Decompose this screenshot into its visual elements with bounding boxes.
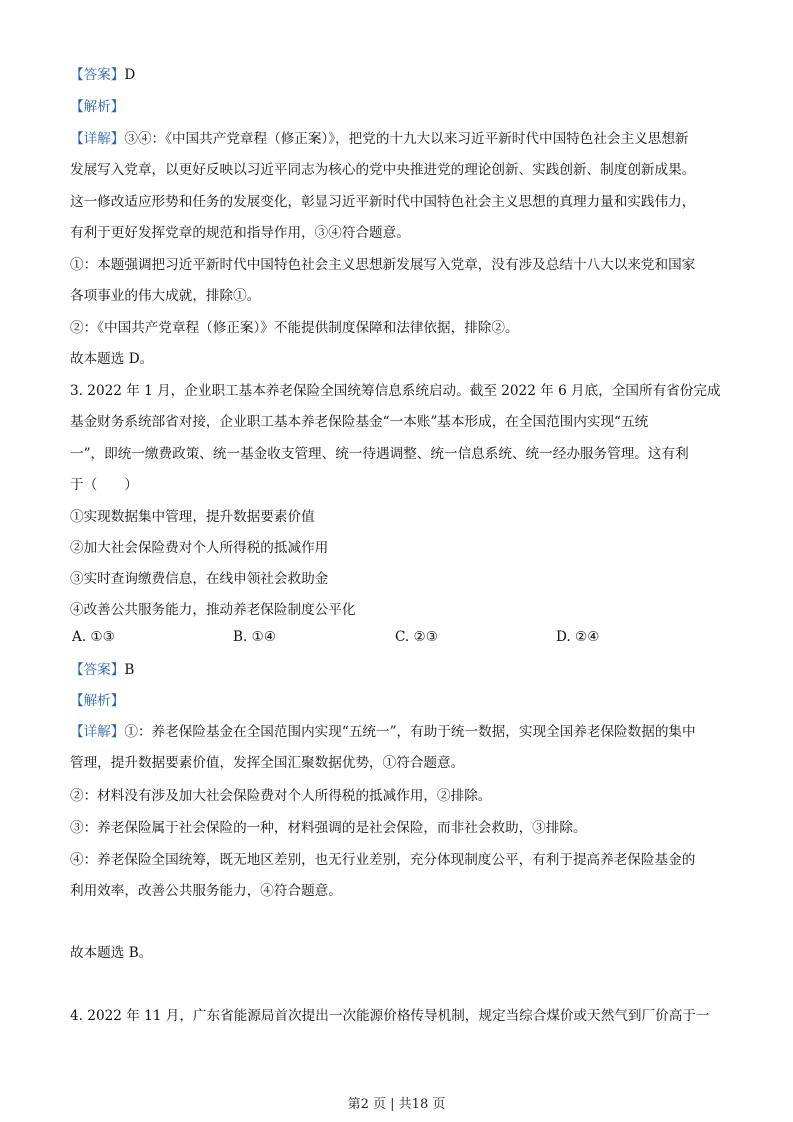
q2-detail-line-1: 【详解】③④：《中国共产党章程（修正案）》，把党的十九大以来习近平新时代中国特色社会主义思想新 [70,131,689,147]
q2-answer [70,65,730,85]
q3-detail-line-6: 利用效率，改善公共服务能力，④符合题意。 [70,883,342,899]
q3-detail-line-3: ②：材料没有涉及加大社会保险费对个人所得税的抵减作用，②排除。 [70,788,492,804]
q2-conclusion: 故本题选 D。 [70,351,154,367]
q3-statement-3: ③实时查询缴费信息，在线申领社会救助金 [70,571,329,587]
q3-option-a: A. ①③ [72,629,115,645]
q2-detail-line-5: ①：本题强调把习近平新时代中国特色社会主义思想新发展写入党章，没有涉及总结十八大以来党和国家 [70,257,696,273]
q3-stem-line-4: 于（ ） [70,477,138,493]
q2-analysis-label: 【解析】 [70,99,125,115]
detail-label: 【详解】 [70,724,125,740]
answer-value: D [124,67,136,83]
q2-detail-line-6: 各项事业的伟大成就，排除①。 [70,288,261,304]
q3-analysis-label: 【解析】 [70,693,125,709]
answer-label: 【答案】 [70,67,125,83]
q3-option-c: C. ②③ [395,629,438,645]
q2-detail-line-4: 有利于更好发挥党章的规范和指导作用，③④符合题意。 [70,225,410,241]
q2-detail-line-3: 这一修改适应形势和任务的发展变化，彰显习近平新时代中国特色社会主义思想的真理力量和实践伟力， [70,194,696,210]
q3-answer [70,660,730,680]
q3-detail-line-4: ③：养老保险属于社会保险的一种，材料强调的是社会保险，而非社会救助，③排除。 [70,820,587,836]
answer-label: 【答案】 [70,662,125,678]
q3-stem-line-1: 3. 2022 年 1 月，企业职工基本养老保险全国统筹信息系统启动。截至 2022 年 6 月底，全国所有省份完成 [70,383,721,399]
q2-detail-line-2: 发展写入党章，以更好反映以习近平同志为核心的党中央推进党的理论创新、实践创新、制度创新成果。 [70,162,696,178]
page-footer: 第2 页 | 共18 页 [347,1097,446,1112]
q3-statement-2: ②加大社会保险费对个人所得税的抵减作用 [70,540,329,556]
q2-detail-line-7: ②：《中国共产党章程（修正案）》不能提供制度保障和法律依据，排除②。 [70,320,519,336]
q4-stem-line-1: 4. 2022 年 11 月，广东省能源局首次提出一次能源价格传导机制，规定当综合煤价或天然气到厂价高于一 [70,1008,710,1024]
detail-label: 【详解】 [70,131,125,147]
q3-stem-line-2: 基金财务系统部省对接，企业职工基本养老保险基金“一本账”基本形成，在全国范围内实现“五统 [70,414,649,430]
q3-statement-4: ④改善公共服务能力，推动养老保险制度公平化 [70,602,356,618]
q3-stem-line-3: 一”，即统一缴费政策、统一基金收支管理、统一待遇调整、统一信息系统、统一经办服务管理。这有利 [70,446,689,462]
q3-detail-line-1: 【详解】①：养老保险基金在全国范围内实现“五统一”，有助于统一数据，实现全国养老保险数据的集中 [70,724,696,740]
q3-detail-line-2: 管理，提升数据要素价值，发挥全国汇聚数据优势，①符合题意。 [70,755,465,771]
q3-option-b: B. ①④ [233,629,277,645]
q3-statement-1: ①实现数据集中管理，提升数据要素价值 [70,509,315,525]
q3-conclusion: 故本题选 B。 [70,945,153,961]
q3-detail-line-5: ④：养老保险全国统筹，既无地区差别，也无行业差别，充分体现制度公平，有利于提高养老保险基金的 [70,852,696,868]
answer-value: B [124,662,135,678]
q3-option-d: D. ②④ [556,629,600,645]
